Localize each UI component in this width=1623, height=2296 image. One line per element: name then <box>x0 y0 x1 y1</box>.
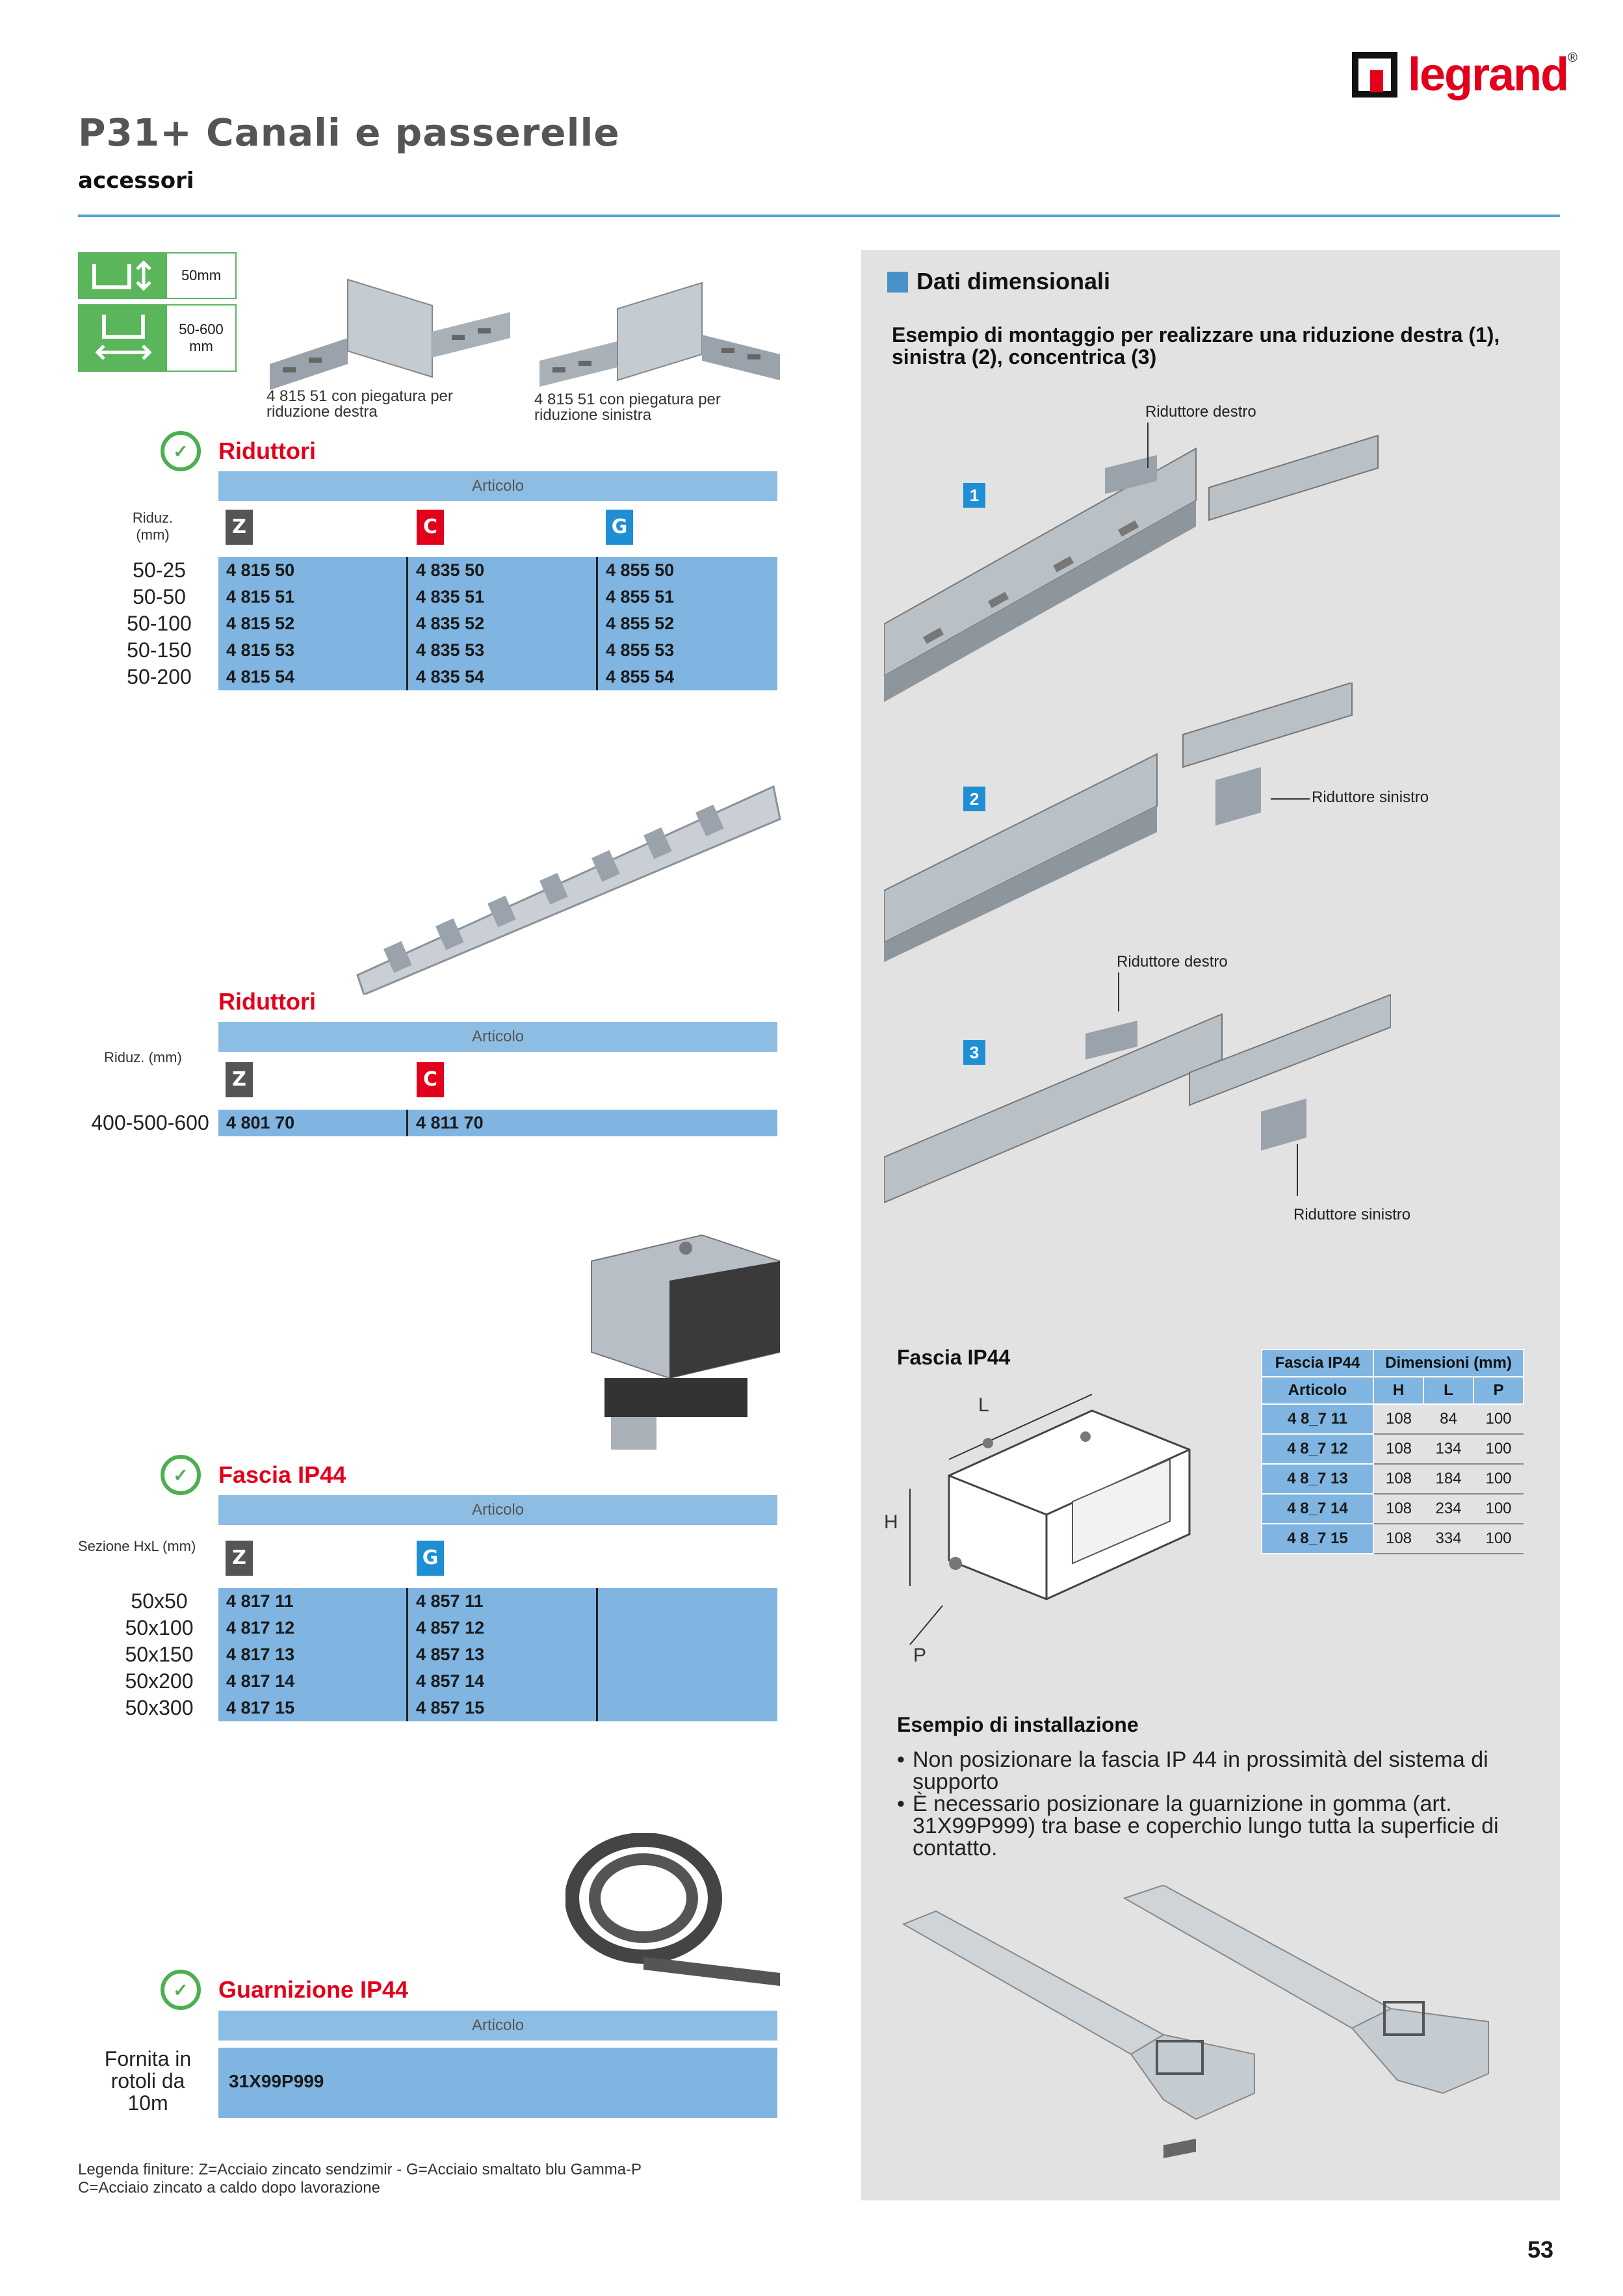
code-cell-empty <box>598 1641 777 1668</box>
column-header: Fascia IP44 <box>1262 1350 1373 1377</box>
flexible-reducer-photo <box>344 761 786 995</box>
dimension-l-label: L <box>978 1394 989 1416</box>
table-cell: 4 8_7 11 <box>1262 1404 1373 1434</box>
guarnizione-articolo-header: Articolo <box>218 2011 777 2041</box>
table-row <box>218 1588 777 1615</box>
table-cell: 84 <box>1423 1404 1474 1434</box>
table-row <box>218 664 777 690</box>
riduttori-title: Riduttori <box>218 437 316 464</box>
code-cell: 4 835 51 <box>408 584 598 610</box>
code-cell: 4 817 12 <box>218 1615 408 1641</box>
riduttori-articolo-header: Articolo <box>218 471 777 501</box>
photo-caption-right: 4 815 51 con piegatura per riduzione destra <box>266 387 453 421</box>
table-row <box>218 1641 777 1668</box>
table-row <box>1262 1434 1524 1464</box>
callout-riduttore-sinistro: Riduttore sinistro <box>1312 789 1429 806</box>
code-cell: 4 817 14 <box>218 1668 408 1695</box>
table-row <box>218 1110 777 1136</box>
example-heading: Esempio di montaggio per realizzare una riduzione destra (1), sinistra (2), concentrica (3) <box>892 323 1500 369</box>
code-cell: 4 817 11 <box>218 1588 408 1615</box>
code-cell: 4 855 54 <box>606 667 675 686</box>
gasket-roll-photo <box>565 1833 786 1989</box>
row-label: 50x200 <box>125 1669 194 1693</box>
height-label: 50mm <box>181 267 222 283</box>
callout-riduttore-sinistro-2: Riduttore sinistro <box>1293 1206 1411 1223</box>
table-cell: 4 8_7 13 <box>1262 1464 1373 1494</box>
code-cell: 4 855 51 <box>606 587 675 607</box>
table-cell: 334 <box>1423 1524 1474 1554</box>
table-cell: 108 <box>1373 1434 1423 1464</box>
table-row <box>1262 1494 1524 1524</box>
table-row <box>1262 1404 1524 1434</box>
installation-example-drawing <box>890 1885 1547 2191</box>
list-item: • È necessario posizionare la guarnizione in gomma (art. 31X99P999) tra base e coperchio lungo tutta la superficie di contatto. <box>897 1793 1501 1859</box>
fascia-dimension-drawing <box>890 1372 1202 1677</box>
row-label: 50-25 <box>133 558 186 582</box>
table-row <box>218 557 777 584</box>
code-cell: 4 817 15 <box>218 1695 408 1721</box>
column-header: Dimensioni (mm) <box>1373 1350 1524 1377</box>
riduttori-2-row-header: Riduz. (mm) <box>104 1049 182 1065</box>
table-row <box>218 610 777 637</box>
page-title: P31+ Canali e passerelle <box>78 111 620 155</box>
reducer-right-photo <box>257 267 523 390</box>
row-label: 50-100 <box>127 612 192 635</box>
row-label: 50-50 <box>133 585 186 608</box>
guarnizione-code: 31X99P999 <box>229 2071 324 2091</box>
assembly-diagram-3 <box>884 975 1391 1209</box>
code-cell-empty <box>598 1615 777 1641</box>
code-cell: 4 835 54 <box>408 664 598 690</box>
code-cell: 4 855 53 <box>606 640 675 660</box>
code-cell-empty <box>598 1695 777 1721</box>
certification-icon: ✓ <box>161 1455 201 1495</box>
row-label: 400-500-600 <box>91 1111 209 1134</box>
width-label: 50-600 mm <box>179 321 224 354</box>
dimension-h-label: H <box>884 1511 898 1533</box>
guarnizione-row-label: Fornita in rotoli da 10m <box>104 2047 192 2115</box>
code-cell-empty <box>598 1668 777 1695</box>
fascia-labels <box>104 1588 214 1721</box>
logo-mark-icon <box>1352 52 1397 98</box>
fascia-title: Fascia IP44 <box>218 1461 346 1488</box>
table-row <box>1262 1524 1524 1554</box>
fascia-drawing-heading: Fascia IP44 <box>897 1346 1011 1369</box>
legrand-logo <box>1352 46 1578 104</box>
code-cell: 4 857 11 <box>408 1588 598 1615</box>
riduttori-2-articolo-header: Articolo <box>218 1022 777 1052</box>
guarnizione-title: Guarnizione IP44 <box>218 1976 409 2003</box>
column-header: L <box>1423 1377 1474 1404</box>
finish-badge-z: Z <box>226 510 253 545</box>
header-divider <box>78 215 1560 217</box>
row-label: 50x300 <box>125 1696 194 1719</box>
fascia-photo <box>572 1222 780 1456</box>
code-cell: 4 815 51 <box>218 584 408 610</box>
code-cell: 4 817 13 <box>218 1641 408 1668</box>
table-cell: 100 <box>1474 1494 1524 1524</box>
code-cell: 4 855 52 <box>606 614 675 633</box>
fascia-dimension-table <box>1261 1349 1524 1554</box>
reducer-left-photo <box>526 270 793 393</box>
riduttori-2-code-table <box>218 1110 777 1136</box>
code-cell: 4 857 12 <box>408 1615 598 1641</box>
code-cell: 4 835 50 <box>408 557 598 584</box>
table-cell: 134 <box>1423 1434 1474 1464</box>
example-number: 1 <box>963 483 985 508</box>
column-header: H <box>1373 1377 1423 1404</box>
callout-riduttore-destro-2: Riduttore destro <box>1117 953 1228 971</box>
legend-line: C=Acciaio zincato a caldo dopo lavorazione <box>78 2179 380 2197</box>
table-cell: 4 8_7 12 <box>1262 1434 1373 1464</box>
column-header: P <box>1474 1377 1524 1404</box>
example-number: 2 <box>963 787 985 811</box>
finish-badge-c: C <box>417 1062 444 1097</box>
brand-name: legrand <box>1408 49 1568 101</box>
table-cell: 100 <box>1474 1464 1524 1494</box>
table-header-row <box>1262 1350 1524 1377</box>
table-cell: 184 <box>1423 1464 1474 1494</box>
table-cell: 234 <box>1423 1494 1474 1524</box>
row-label: 50x50 <box>131 1589 188 1613</box>
width-icon <box>79 306 167 371</box>
column-header: Articolo <box>1262 1377 1373 1404</box>
fascia-row-header: Sezione HxL (mm) <box>78 1538 196 1554</box>
install-notes <box>897 1749 1501 1859</box>
example-number: 3 <box>963 1040 985 1065</box>
dimension-p-label: P <box>913 1645 927 1666</box>
code-cell: 4 811 70 <box>416 1113 484 1132</box>
row-label: 50-200 <box>127 665 192 688</box>
code-cell: 4 815 50 <box>218 557 408 584</box>
code-cell: 4 801 70 <box>218 1110 408 1136</box>
install-heading: Esempio di installazione <box>897 1713 1139 1736</box>
table-cell: 4 8_7 15 <box>1262 1524 1373 1554</box>
bullet-text: È necessario posizionare la guarnizione in gomma (art. 31X99P999) tra base e coperchio lungo tutta la superficie di contatto. <box>913 1792 1499 1860</box>
finish-badge-z: Z <box>226 1062 253 1097</box>
code-cell: 4 815 53 <box>218 637 408 664</box>
riduttori-2-title: Riduttori <box>218 988 316 1015</box>
legend-line: Legenda finiture: Z=Acciaio zincato sendzimir - G=Acciaio smaltato blu Gamma-P <box>78 2161 642 2178</box>
code-cell: 4 835 53 <box>408 637 598 664</box>
callout-line <box>1297 1144 1298 1196</box>
table-cell: 100 <box>1474 1434 1524 1464</box>
assembly-diagram-2 <box>884 683 1391 962</box>
height-icon <box>79 254 167 298</box>
finish-badge-c: C <box>417 510 444 545</box>
height-pictogram <box>78 252 237 299</box>
table-cell: 108 <box>1373 1494 1423 1524</box>
table-cell: 4 8_7 14 <box>1262 1494 1373 1524</box>
certification-icon: ✓ <box>161 431 201 471</box>
riduttori-labels <box>104 557 214 690</box>
assembly-diagram-1 <box>884 397 1391 702</box>
callout-line <box>1271 798 1310 800</box>
finish-badge-z: Z <box>226 1541 253 1576</box>
code-cell-empty <box>598 1588 777 1615</box>
table-cell: 100 <box>1474 1524 1524 1554</box>
list-item: • Non posizionare la fascia IP 44 in prossimità del sistema di supporto <box>897 1749 1501 1793</box>
code-cell: 4 857 14 <box>408 1668 598 1695</box>
fascia-articolo-header: Articolo <box>218 1495 777 1525</box>
table-row <box>218 1615 777 1641</box>
page-subtitle: accessori <box>78 168 194 194</box>
table-cell: 100 <box>1474 1404 1524 1434</box>
row-label: 50-150 <box>127 638 192 662</box>
code-cell: 4 857 15 <box>408 1695 598 1721</box>
table-row <box>218 1695 777 1721</box>
guarnizione-code-table <box>218 2048 777 2118</box>
code-cell: 4 815 54 <box>218 664 408 690</box>
code-cell: 4 855 50 <box>606 560 675 580</box>
table-row <box>218 584 777 610</box>
finish-badge-g: G <box>606 510 633 545</box>
table-cell: 108 <box>1373 1524 1423 1554</box>
finish-legend <box>78 2161 642 2197</box>
fascia-code-table <box>218 1588 777 1721</box>
page-number: 53 <box>1527 2236 1554 2263</box>
code-cell: 4 835 52 <box>408 610 598 637</box>
width-pictogram <box>78 304 237 372</box>
code-cell: 4 857 13 <box>408 1641 598 1668</box>
table-row <box>218 637 777 664</box>
section-square-icon <box>887 272 908 293</box>
callout-line <box>1147 423 1149 468</box>
row-label: 50x150 <box>125 1643 194 1666</box>
row-label: 50x100 <box>125 1616 194 1639</box>
finish-badge-g: G <box>417 1541 444 1576</box>
table-cell: 108 <box>1373 1404 1423 1434</box>
table-header-row <box>1262 1377 1524 1404</box>
riduttori-code-table <box>218 557 777 690</box>
photo-caption-left: 4 815 51 con piegatura per riduzione sinistra <box>534 391 721 424</box>
table-row <box>1262 1464 1524 1494</box>
table-row <box>218 1668 777 1695</box>
table-cell: 108 <box>1373 1464 1423 1494</box>
riduttori-row-header: Riduz. (mm) <box>132 510 174 543</box>
dati-dimensionali-title: Dati dimensionali <box>916 268 1111 294</box>
code-cell: 4 815 52 <box>218 610 408 637</box>
bullet-text: Non posizionare la fascia IP 44 in prossimità del sistema di supporto <box>913 1747 1488 1794</box>
registered-mark: ® <box>1568 51 1578 65</box>
callout-riduttore-destro: Riduttore destro <box>1145 403 1256 421</box>
certification-icon: ✓ <box>161 1970 201 2010</box>
